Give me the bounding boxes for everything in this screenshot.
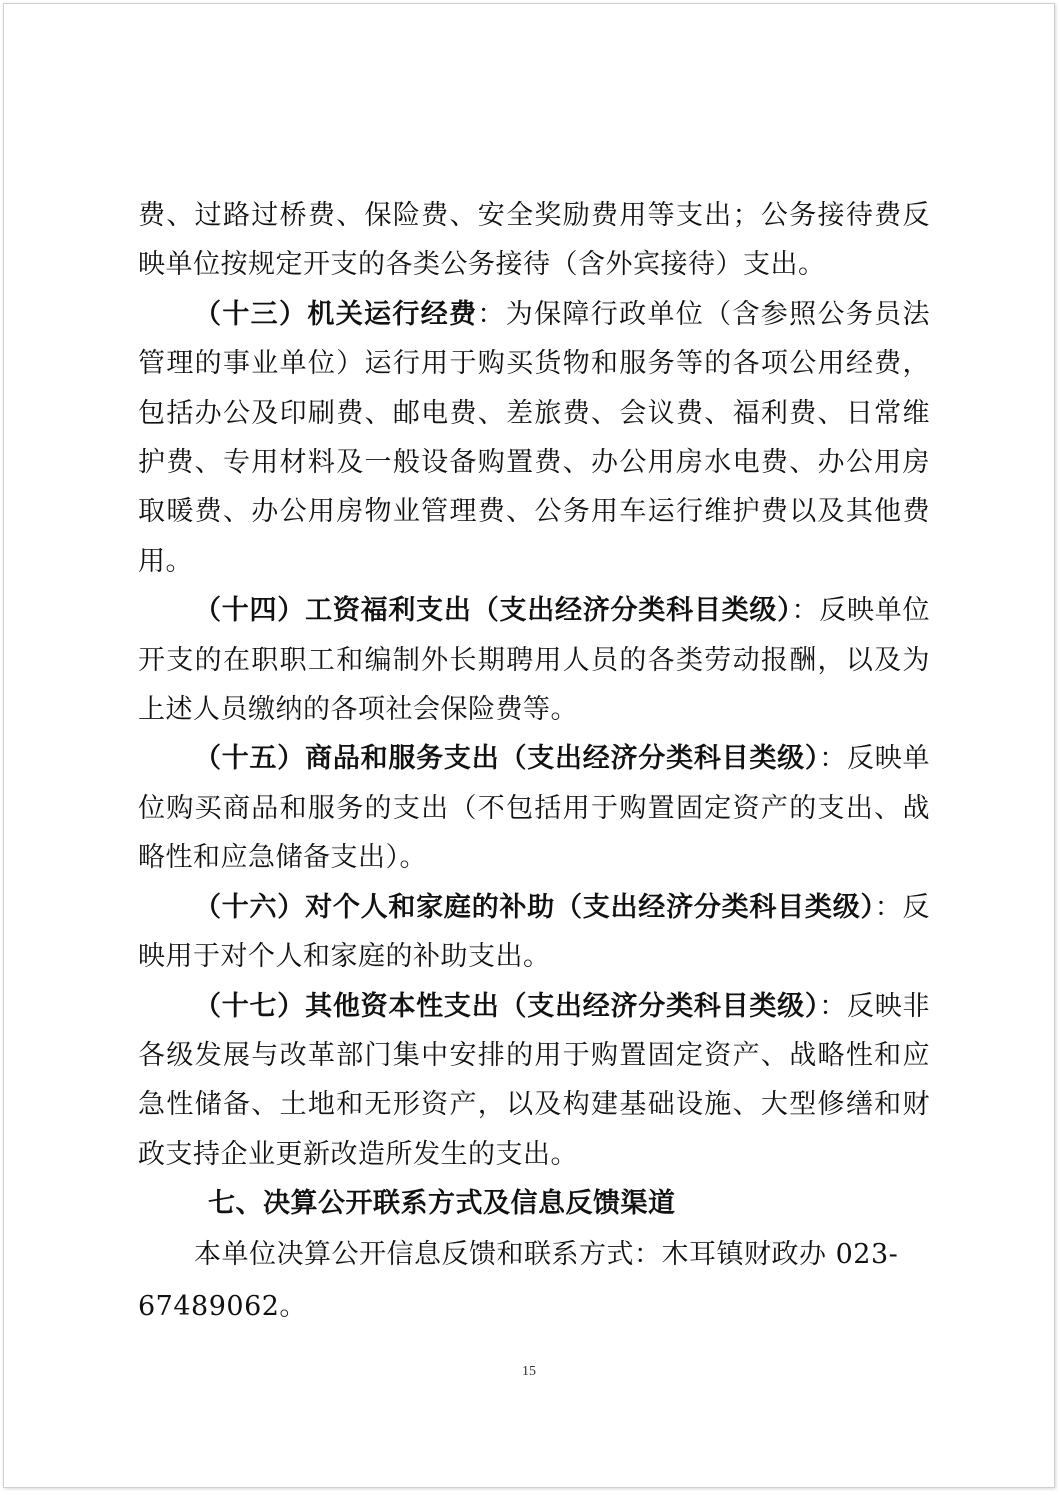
- section-title: 七、决算公开联系方式及信息反馈渠道: [208, 1188, 676, 1220]
- item-heading: （十三）机关运行经费: [194, 298, 478, 330]
- item-text: ：反映单位购买商品和服务的支出（不包括用于购置固定资产的支出、战略性和应急储备支出）。: [138, 743, 931, 874]
- item-heading: （十七）其他资本性支出（支出经济分类科目类级）: [194, 990, 820, 1022]
- document-page: [3, 3, 1055, 1488]
- paragraph-item-13: [138, 290, 930, 586]
- paragraph-item-16: [138, 883, 930, 982]
- page-content: [138, 191, 930, 1333]
- item-text: ：为保障行政单位（含参照公务员法管理的事业单位）运行用于购买货物和服务等的各项公用经费，包括办公及印刷费、邮电费、差旅费、会议费、福利费、日常维护费、专用材料及一般设备购置费、办公用房水电费、办公用房取暖费、办公用房物业管理费、公务用车运行维护费以及其他费用。: [138, 298, 931, 577]
- paragraph-item-14: [138, 586, 930, 734]
- item-text: ：反映单位开支的在职职工和编制外长期聘用人员的各类劳动报酬，以及为上述人员缴纳的各项社会保险费等。: [138, 595, 931, 726]
- item-heading: （十六）对个人和家庭的补助（支出经济分类科目类级）: [194, 891, 875, 923]
- item-heading: （十五）商品和服务支出（支出经济分类科目类级）: [194, 743, 820, 775]
- item-text: ：反映非各级发展与改革部门集中安排的用于购置固定资产、战略性和应急性储备、土地和无形资产，以及构建基础设施、大型修缮和财政支持企业更新改造所发生的支出。: [138, 990, 931, 1170]
- paragraph-item-17: [138, 982, 930, 1180]
- paragraph-text: 费、过路过桥费、保险费、安全奖励费用等支出；公务接待费反映单位按规定开支的各类公务接待（含外宾接待）支出。: [138, 200, 930, 281]
- page-number: 15: [522, 1364, 536, 1379]
- paragraph-item-15: [138, 734, 930, 882]
- paragraph-continuation: [138, 191, 930, 290]
- contact-paragraph: 本单位决算公开信息反馈和联系方式：木耳镇财政办 023-67489062。: [138, 1238, 899, 1322]
- item-heading: （十四）工资福利支出（支出经济分类科目类级）: [194, 595, 792, 627]
- item-text: ：反映用于对个人和家庭的补助支出。: [138, 891, 931, 973]
